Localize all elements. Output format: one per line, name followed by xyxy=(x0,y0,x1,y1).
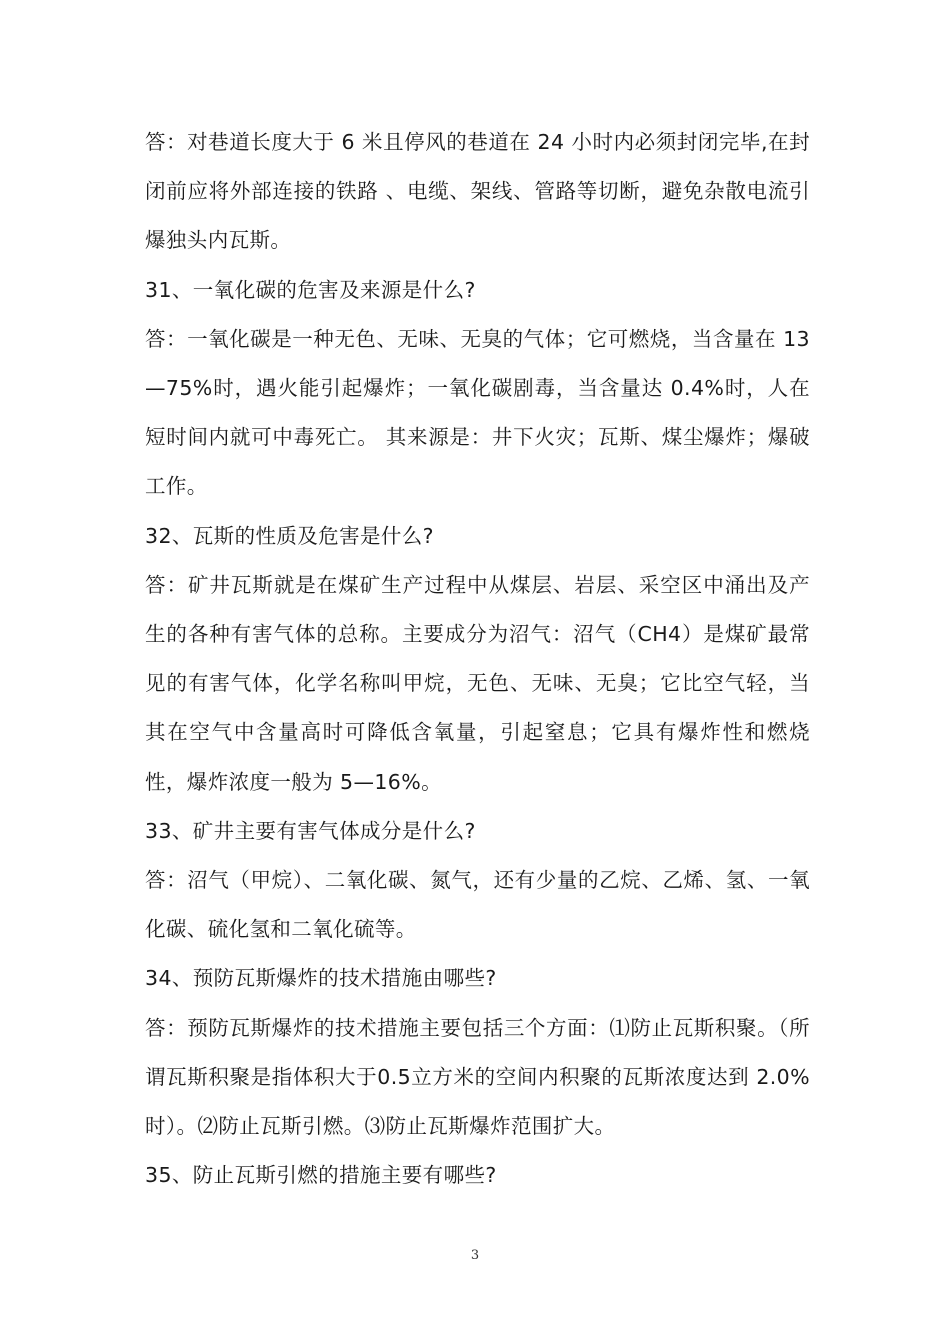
answer-paragraph: 答：沼气（甲烷）、二氧化碳、氮气，还有少量的乙烷、乙烯、氢、一氧化碳、硫化氢和二氧化硫等。 xyxy=(145,868,810,942)
answer-paragraph: 答：一氧化碳是一种无色、无味、无臭的气体；它可燃烧，当含量在 13—75%时，遇火能引起爆炸；一氧化碳剧毒，当含量达 0.4%时，人在短时间内就可中毒死亡。 其来源是：井下火灾；瓦斯、煤尘爆炸；爆破工作。 xyxy=(145,326,810,499)
question-heading: 34、预防瓦斯爆炸的技术措施由哪些? xyxy=(145,966,497,991)
answer-paragraph: 答：预防瓦斯爆炸的技术措施主要包括三个方面：⑴防止瓦斯积聚。（所谓瓦斯积聚是指体积大于0.5立方米的空间内积聚的瓦斯浓度达到 2.0%时）。⑵防止瓦斯引燃。⑶防止瓦斯爆炸范围扩大。 xyxy=(145,1015,810,1139)
answer-paragraph: 答：对巷道长度大于 6 米且停风的巷道在 24 小时内必须封闭完毕,在封闭前应将外部连接的铁路 、电缆、架线、管路等切断，避免杂散电流引爆独头内瓦斯。 xyxy=(145,130,810,253)
question-heading: 32、瓦斯的性质及危害是什么? xyxy=(145,523,434,548)
answer-paragraph: 答：矿井瓦斯就是在煤矿生产过程中从煤层、岩层、采空区中涌出及产生的各种有害气体的总称。主要成分为沼气：沼气（CH4）是煤矿最常见的有害气体，化学名称叫甲烷，无色、无味、无臭；它比空气轻，当其在空气中含量高时可降低含氧量，引起窒息；它具有爆炸性和燃烧性，爆炸浓度一般为 5—16%。 xyxy=(145,572,810,794)
document-body xyxy=(145,118,810,1200)
question-heading: 35、防止瓦斯引燃的措施主要有哪些? xyxy=(145,1163,497,1188)
question-heading: 31、一氧化碳的危害及来源是什么? xyxy=(145,277,476,302)
question-heading: 33、矿井主要有害气体成分是什么? xyxy=(145,818,476,843)
page-number: 3 xyxy=(470,1248,480,1263)
